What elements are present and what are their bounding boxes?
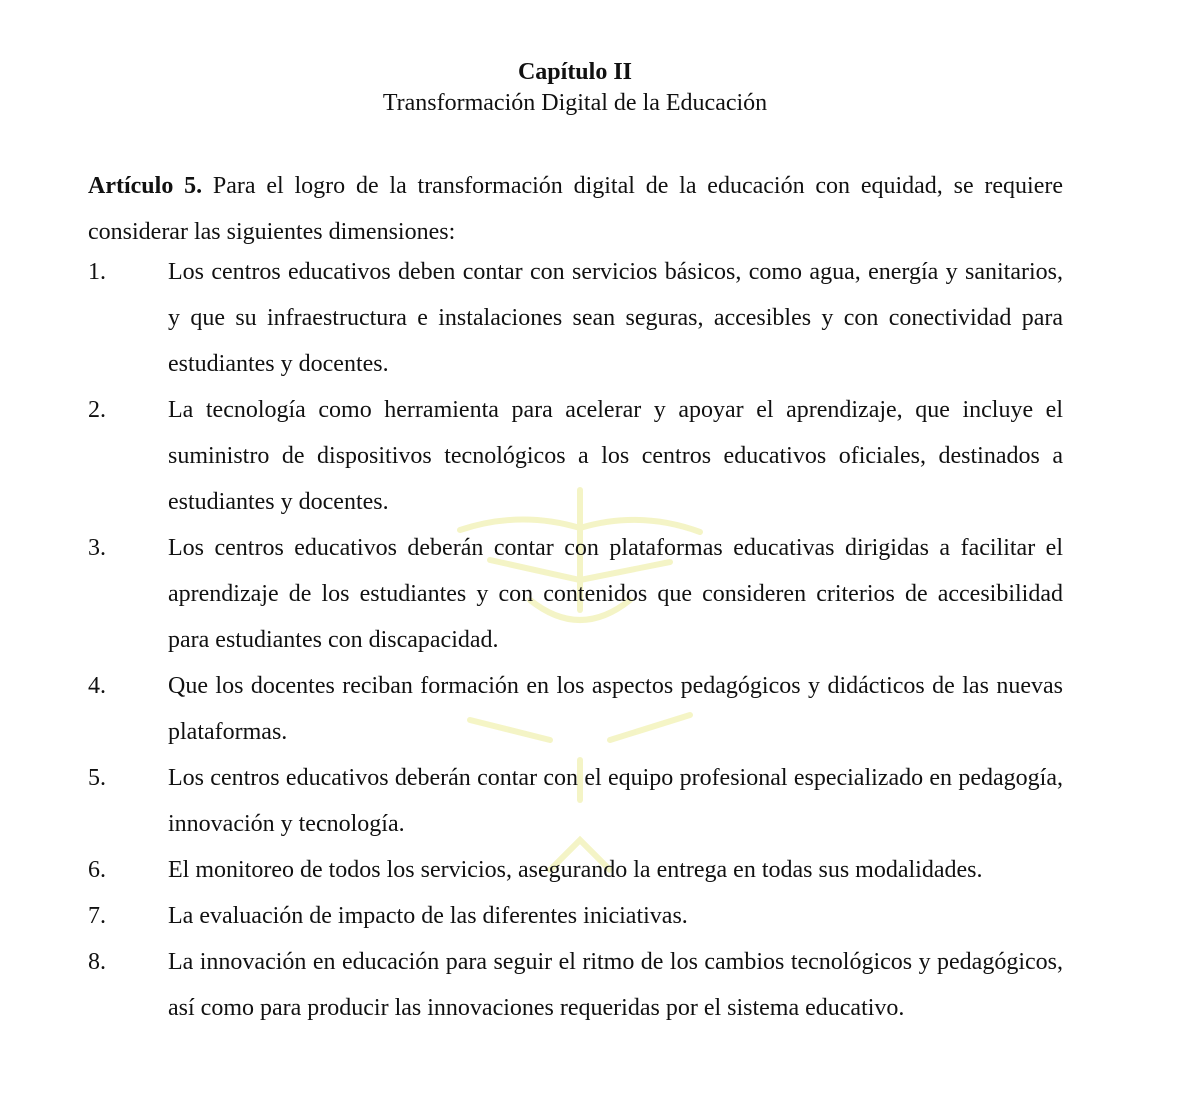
chapter-subtitle: Transformación Digital de la Educación [382,90,768,116]
list-item-number: 2. [88,397,106,423]
dimensions-list [88,249,1063,1031]
list-item-text: El monitoreo de todos los servicios, asegurando la entrega en todas sus modalidades. [168,857,983,883]
list-item [88,387,1063,525]
list-item-number: 6. [88,857,106,883]
list-item-number: 7. [88,903,106,929]
list-item [88,755,1063,847]
article-intro-text: Para el logro de la transformación digital de la educación con equidad, se requiere considerar las siguientes dimensiones: [88,173,1064,245]
list-item [88,893,1063,939]
list-item-number: 5. [88,765,106,791]
list-item-number: 1. [88,259,106,285]
article-intro [88,163,1063,255]
list-item-text: Que los docentes reciban formación en los aspectos pedagógicos y didácticos de las nuevas plataformas. [168,673,1063,745]
list-item-text: La innovación en educación para seguir el ritmo de los cambios tecnológicos y pedagógicos, así como para producir las innovaciones requeridas por el sistema educativo. [168,949,1063,1021]
list-item [88,525,1063,663]
list-item [88,249,1063,387]
list-item-text: Los centros educativos deberán contar con plataformas educativas dirigidas a facilitar el aprendizaje de los estudiantes y con contenidos que consideren criterios de accesibilidad para estudiantes con discapacidad. [168,535,1063,653]
list-item [88,847,1063,893]
list-item-text: Los centros educativos deberán contar con el equipo profesional especializado en pedagogía, innovación y tecnología. [168,765,1063,837]
list-item [88,939,1063,1031]
list-item-number: 8. [88,949,106,975]
article-label: Artículo 5. [88,173,203,199]
chapter-title: Capítulo II [517,59,633,85]
list-item-text: La evaluación de impacto de las diferentes iniciativas. [168,903,688,929]
list-item-number: 4. [88,673,106,699]
list-item-text: La tecnología como herramienta para acelerar y apoyar el aprendizaje, que incluye el suministro de dispositivos tecnológicos a los centros educativos oficiales, destinados a estudiantes y docentes. [168,397,1063,515]
list-item [88,663,1063,755]
list-item-text: Los centros educativos deben contar con servicios básicos, como agua, energía y sanitarios, y que su infraestructura e instalaciones sean seguras, accesibles y con conectividad para estudiantes y docentes. [168,259,1063,377]
list-item-number: 3. [88,535,106,561]
